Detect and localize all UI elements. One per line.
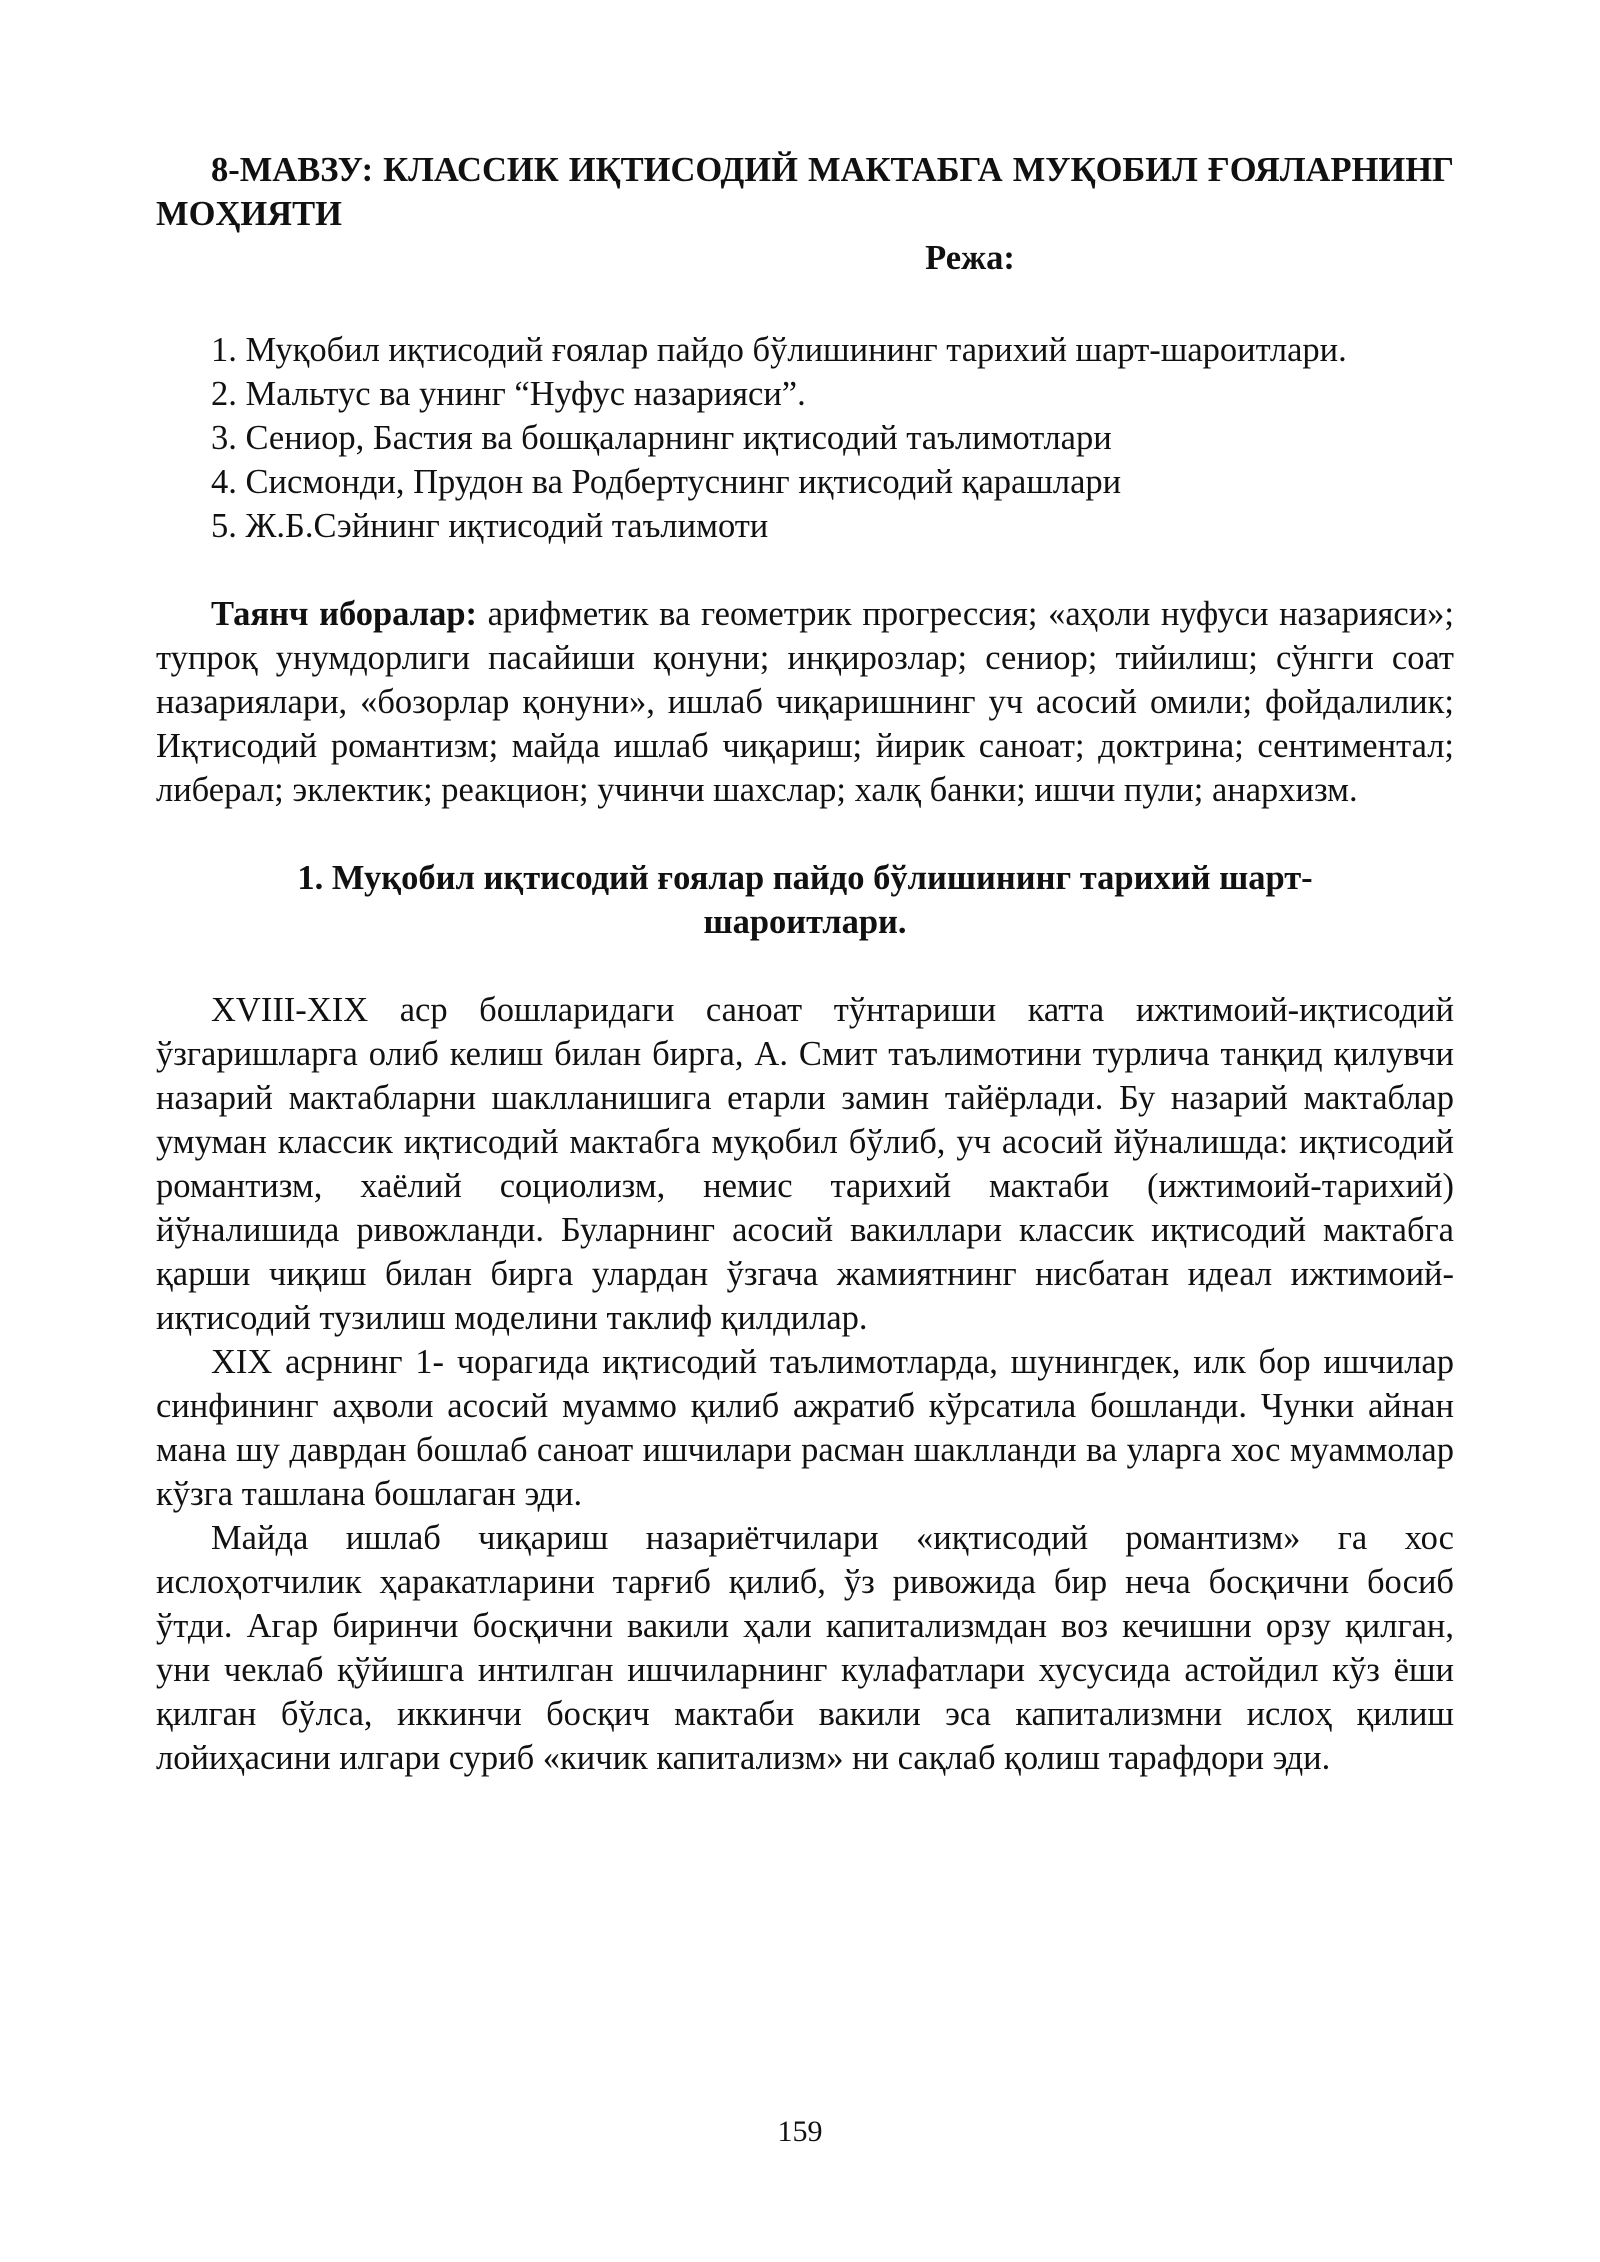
body-paragraph: XVIII-XIX аср бошларидаги саноат тўнтариши катта ижтимоий-иқтисодий ўзгаришларга олиб келиш билан бирга, А. Смит таълимотини турлича танқид қилувчи назарий мактабларни шаклланишига етарли замин тайёрлади. Бу назарий мактаблар умуман классик иқтисодий мактабга муқобил бўлиб, уч асосий йўналишда: иқтисодий романтизм, хаёлий социолизм, немис тарихий мактаби (ижтимоий-тарихий) йўналишида ривожланди. Буларнинг асосий вакиллари классик иқтисодий мактабга қарши чиқиш билан бирга улардан ўзгача жамиятнинг нисбатан идеал ижтимоий-иқтисодий тузилиш моделини таклиф қилдилар. [156, 991, 1454, 1337]
page-number: 159 [777, 2115, 823, 2148]
plan-list [156, 328, 1454, 548]
keywords-label: Таянч иборалар: [211, 595, 478, 633]
document-page [156, 148, 1454, 1780]
body-paragraph: XIX асрнинг 1- чорагида иқтисодий таълимотларда, шунингдек, илк бор ишчилар синфининг аҳволи асосий муаммо қилиб ажратиб кўрсатила бошланди. Чунки айнан мана шу даврдан бошлаб саноат ишчилари расман шаклланди ва уларга хос муаммолар кўзга ташлана бошлаган эди. [156, 1343, 1454, 1513]
plan-item: 2. Мальтус ва унинг “Нуфус назарияси”. [211, 375, 806, 413]
section-heading: 1. Муқобил иқтисодий ғоялар пайдо бўлишининг тарихий шарт-шароитлари. [297, 859, 1313, 941]
body-paragraph: Майда ишлаб чиқариш назариётчилари «иқтисодий романтизм» га хос ислоҳотчилик ҳаракатларини тарғиб қилиб, ўз ривожида бир неча босқични босиб ўтди. Агар биринчи босқични вакили ҳали капитализмдан воз кечишни орзу қилган, уни чеклаб қўйишга интилган ишчиларнинг кулафатлари хусусида астойдил кўз ёши қилган бўлса, иккинчи босқич мактаби вакили эса капитализмни ислоҳ қилиш лойиҳасини илгари суриб «кичик капитализм» ни сақлаб қолиш тарафдори эди. [156, 1519, 1454, 1777]
keywords-text: арифметик ва геометрик прогрессия; «аҳоли нуфуси назарияси»; тупроқ унумдорлиги пасайиши қонуни; инқирозлар; сениор; тийилиш; сўнгги соат назариялари, «бозорлар қонуни», ишлаб чиқаришнинг уч асосий омили; фойдалилик; Иқтисодий романтизм; майда ишлаб чиқариш; йирик саноат; доктрина; сентиментал; либерал; эклектик; реакцион; учинчи шахслар; халқ банки; ишчи пули; анархизм. [156, 595, 1454, 809]
page-title: 8-МАВЗУ: КЛАССИК ИҚТИСОДИЙ МАКТАБГА МУҚОБИЛ ҒОЯЛАРНИНГ МОҲИЯТИ [156, 151, 1454, 233]
plan-item: 5. Ж.Б.Сэйнинг иқтисодий таълимоти [211, 507, 769, 545]
keywords-paragraph [156, 592, 1454, 812]
plan-heading: Режа: [925, 239, 1015, 277]
plan-item: 1. Муқобил иқтисодий ғоялар пайдо бўлишининг тарихий шарт-шароитлари. [211, 331, 1347, 369]
plan-item: 4. Сисмонди, Прудон ва Родбертуснинг иқтисодий қарашлари [211, 463, 1122, 501]
plan-item: 3. Сениор, Бастия ва бошқаларнинг иқтисодий таълимотлари [211, 419, 1112, 457]
